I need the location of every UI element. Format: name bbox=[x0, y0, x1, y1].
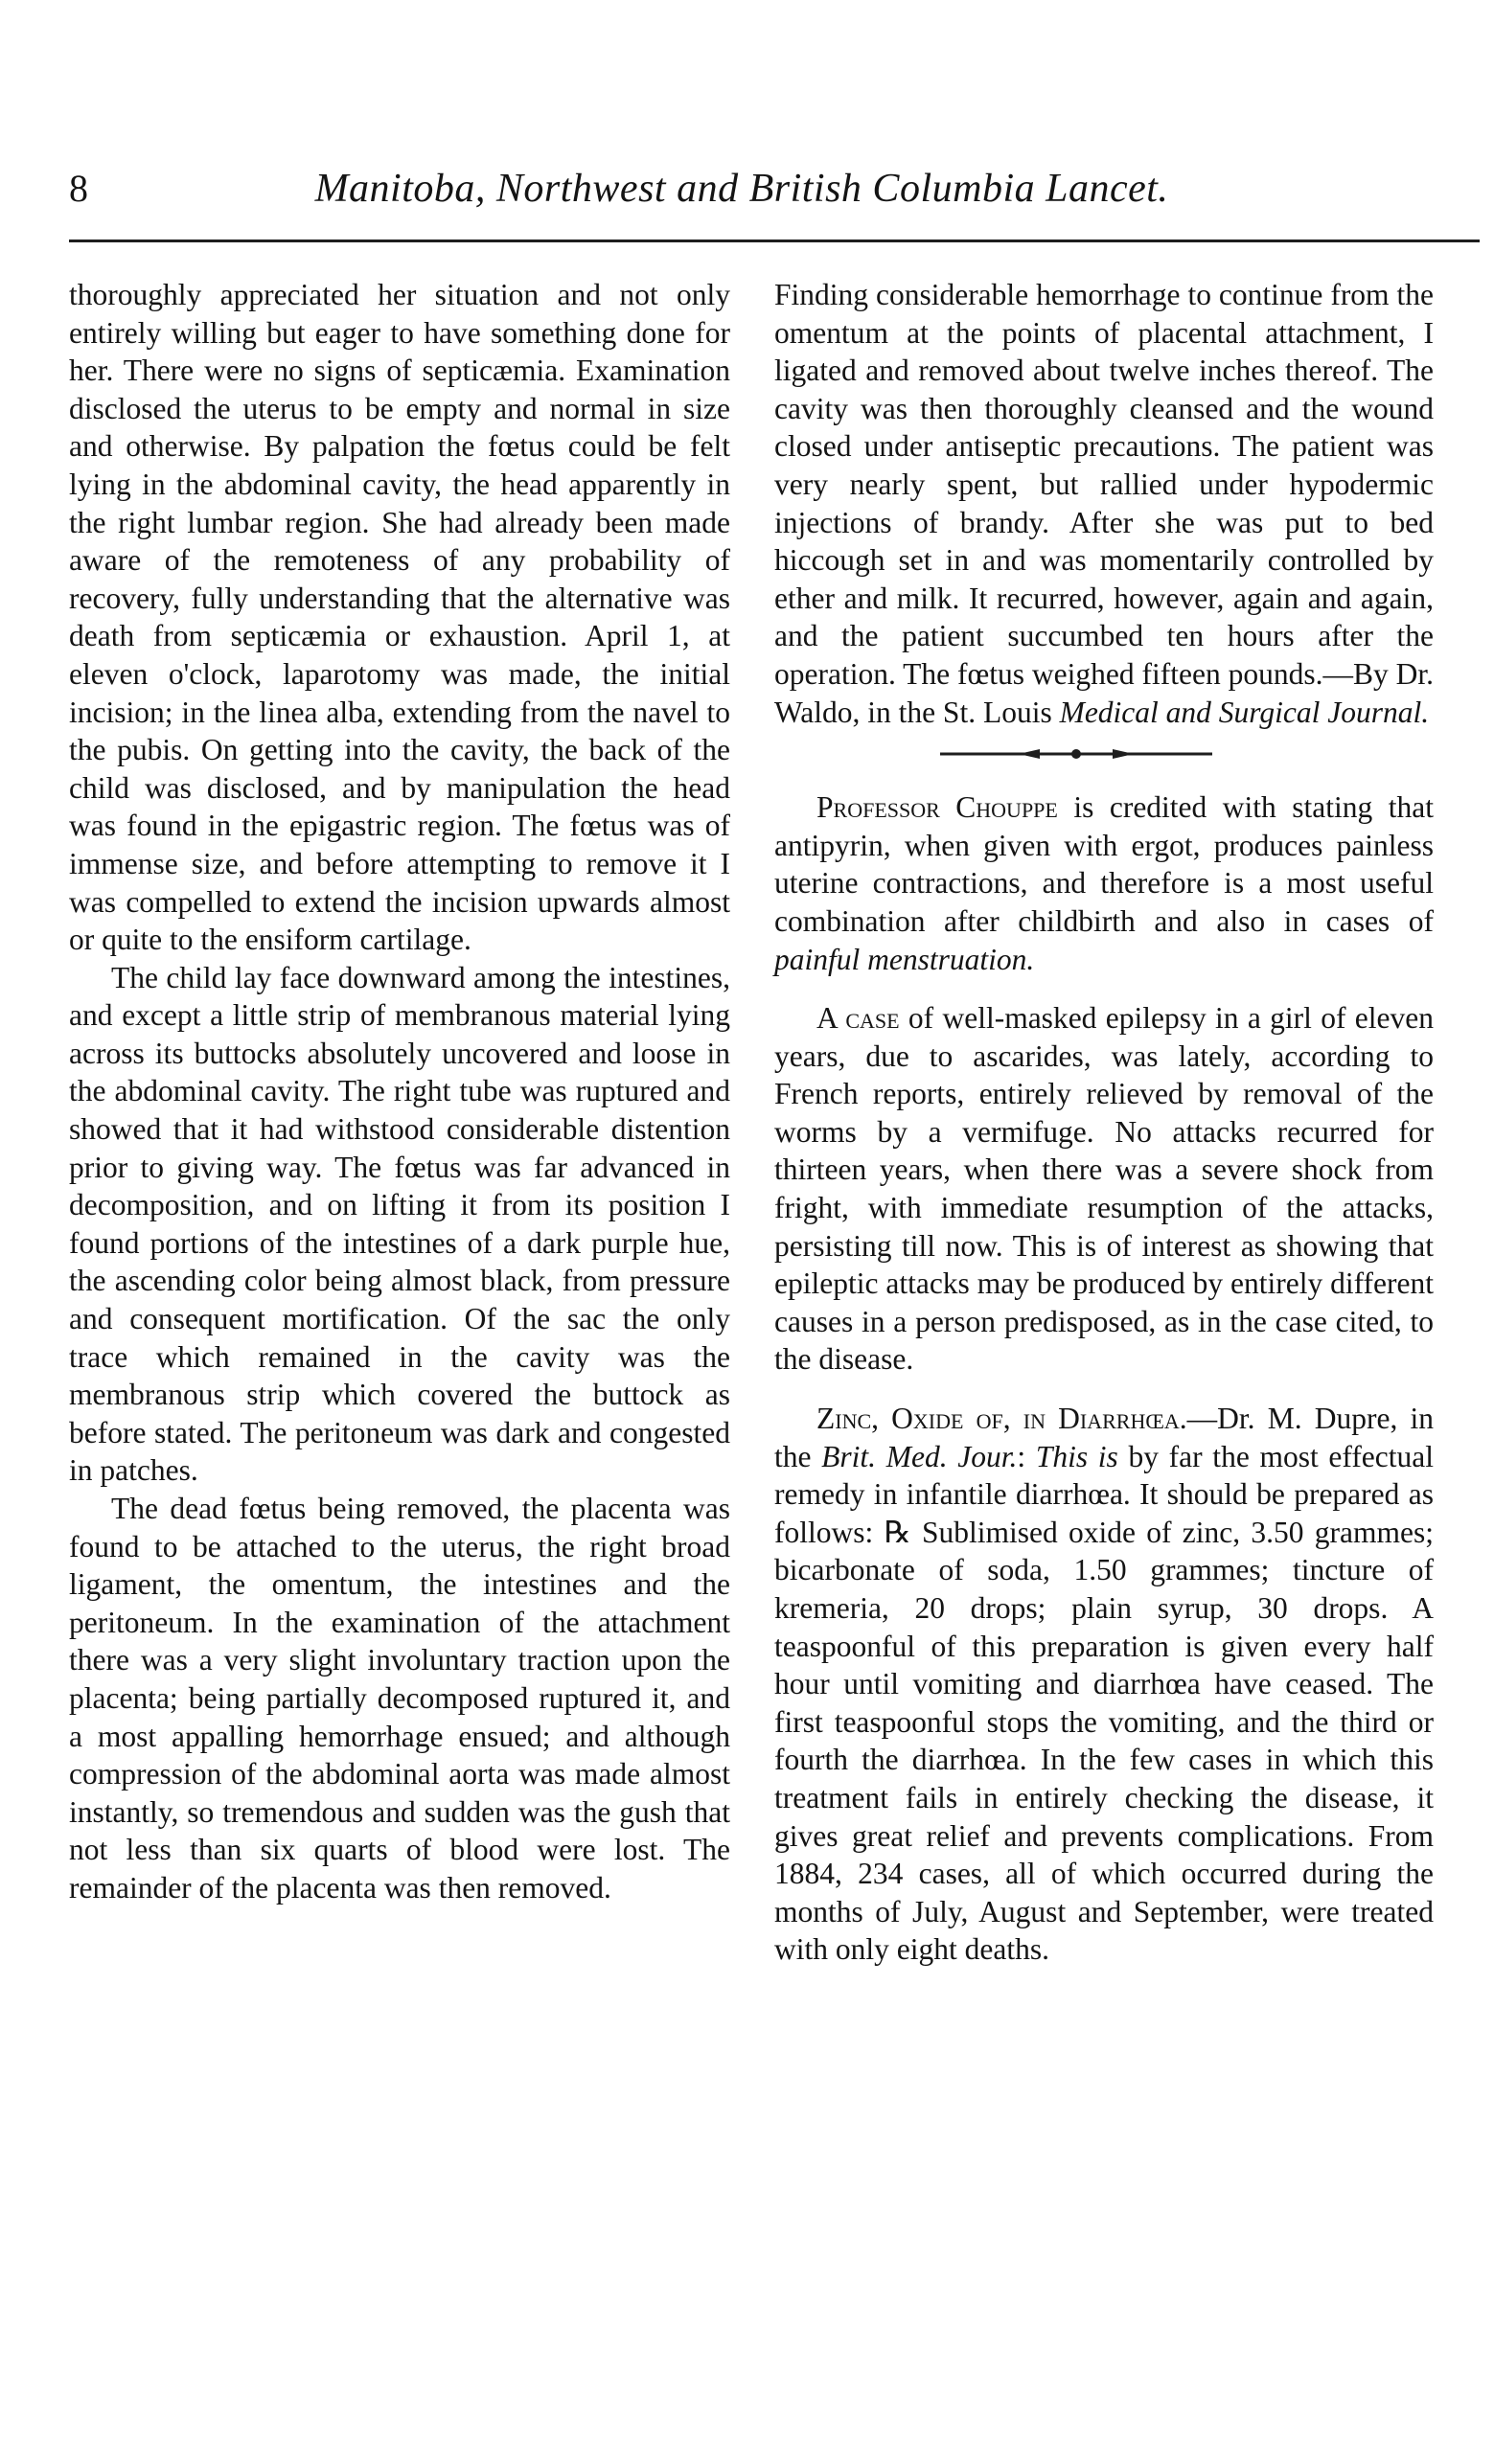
running-title: Manitoba, Northwest and British Columbia Lancet. bbox=[314, 167, 1169, 211]
antipyrin-text: is credited with stating that antipyrin, when given with ergot, produces painless uterine contractions, and therefore is a most useful combination after childbirth and also in cases of bbox=[774, 790, 1434, 938]
zinc-oxide-italic: This is bbox=[1035, 1439, 1118, 1473]
case-report-paragraph-4 bbox=[774, 276, 1434, 731]
epilepsy-text: of well-masked epilepsy in a girl of eleven years, due to ascarides, was lately, according to French reports, entirely relieved by removal of the worms by a vermifuge. No attacks recurred for thirteen years, when there was a severe shock from fright, with immediate resumption of the attacks, persisting till now. This is of interest as showing that epileptic attacks may be produced by entirely different causes in a person predisposed, as in the case cited, to the disease. bbox=[774, 1001, 1434, 1377]
page-header bbox=[69, 161, 1414, 217]
antipyrin-italic: painful menstruation. bbox=[774, 942, 1035, 976]
zinc-oxide-heading: Zinc, Oxide of, in Diarrhœa. bbox=[816, 1402, 1187, 1436]
zinc-oxide-paragraph bbox=[774, 1400, 1434, 1969]
left-column bbox=[69, 276, 730, 1907]
case-report-text: Finding considerable hemorrhage to continue from the omentum at the points of placental attachment, I ligated and removed about twelve inches thereof. The cavity was then thoroughly cleansed and the wound closed under antiseptic precautions. The patient was very nearly spent, but rallied under hypodermic injections of brandy. After she was put to bed hiccough set in and was momentarily controlled by ether and milk. It recurred, however, again and again, and the patient succumbed ten hours after the operation. The fœtus weighed fifteen pounds.—By Dr. Waldo, in the St. Louis bbox=[774, 278, 1434, 729]
case-report-paragraph-1: thoroughly appreciated her situation and not only entirely willing but eager to have something done for her. There were no signs of septicæmia. Examination disclosed the uterus to be empty and normal in size and otherwise. By palpation the fœtus could be felt lying in the abdominal cavity, the head apparently in the right lumbar region. She had already been made aware of the remoteness of any probability of recovery, fully understanding that the alternative was death from septicæmia or exhaustion. April 1, at eleven o'clock, laparotomy was made, the initial incision; in the linea alba, extending from the navel to the pubis. On getting into the cavity, the back of the child was disclosed, and by manipulation the head was found in the epigastric region. The fœtus was of immense size, and before attempting to remove it I was compelled to extend the incision upwards almost or quite to the ensiform cartilage. bbox=[69, 278, 730, 957]
header-rule bbox=[69, 240, 1480, 242]
antipyrin-paragraph bbox=[774, 788, 1434, 978]
epilepsy-paragraph bbox=[774, 999, 1434, 1379]
page-number: 8 bbox=[69, 167, 88, 210]
epilepsy-lead: case bbox=[845, 1001, 900, 1036]
zinc-oxide-colon: : bbox=[1017, 1439, 1036, 1473]
zinc-oxide-intro: —Dr. M. Dupre, in the bbox=[774, 1402, 1435, 1473]
divider-ornament-icon bbox=[932, 744, 1220, 764]
case-report-paragraph-2: The child lay face downward among the intestines, and except a little strip of membranous material lying across its buttocks absolutely uncovered and loose in the abdominal cavity. The right tube was ruptured and showed that it had withstood considerable distention prior to giving way. The fœtus was far advanced in decomposition, and on lifting it from its position I found portions of the intestines of a dark purple hue, the ascending color being almost black, from pressure and consequent mortification. Of the sac the only trace which remained in the cavity was the membranous strip which covered the buttock as before stated. The peritoneum was dark and congested in patches. bbox=[69, 960, 730, 1488]
epilepsy-lead-article: A bbox=[816, 1001, 846, 1036]
zinc-oxide-journal: Brit. Med. Jour. bbox=[821, 1439, 1018, 1473]
right-column bbox=[774, 276, 1434, 1969]
journal-citation: Medical and Surgical Journal. bbox=[1059, 695, 1430, 729]
section-divider-ornament bbox=[774, 741, 1434, 767]
antipyrin-lead: Professor Chouppe bbox=[816, 790, 1058, 825]
case-report-paragraph-3: The dead fœtus being removed, the placenta was found to be attached to the uterus, the right broad ligament, the omentum, the intestines and the peritoneum. In the examination of the attachment there was a very slight involuntary traction upon the placenta; being partially decomposed ruptured it, and a most appalling hemorrhage ensued; and although compression of the abdominal aorta was made almost instantly, so tremendous and sudden was the gush that not less than six quarts of blood were lost. The remainder of the placenta was then removed. bbox=[69, 1492, 730, 1905]
zinc-oxide-text: by far the most effectual remedy in infantile diarrhœa. It should be prepared as follows: ℞ Sublimised oxide of zinc, 3.50 grammes; bicarbonate of soda, 1.50 grammes; tincture of kremeria, 20 drops; plain syrup, 30 drops. A teaspoonful of this preparation is given every half hour until vomiting and diarrhœa have ceased. The first teaspoonful stops the vomiting, and the third or fourth the diarrhœa. In the few cases in which this treatment fails in entirely checking the disease, it gives great relief and prevents complications. From 1884, 234 cases, all of which occurred during the months of July, August and September, were treated with only eight deaths. bbox=[774, 1439, 1435, 1967]
